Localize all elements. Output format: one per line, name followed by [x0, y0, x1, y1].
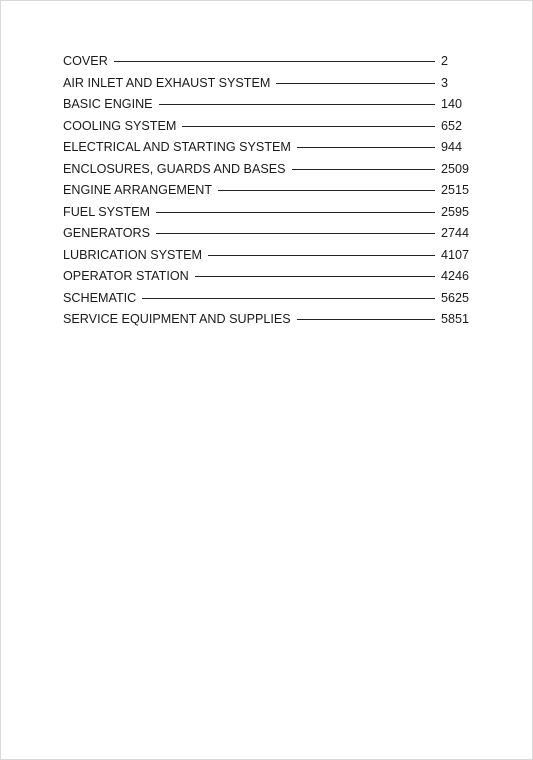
toc-entry-title: AIR INLET AND EXHAUST SYSTEM — [63, 75, 271, 90]
toc-entry-cooling-system[interactable] — [63, 119, 475, 141]
toc-entry-title: ELECTRICAL AND STARTING SYSTEM — [63, 140, 291, 154]
table-of-contents — [63, 54, 475, 334]
toc-entry-title: GENERATORS — [63, 226, 151, 240]
toc-entry-operator-station[interactable] — [63, 269, 475, 291]
toc-entry-title: SCHEMATIC — [63, 290, 137, 305]
toc-entry-page: 4107 — [441, 247, 470, 262]
toc-entry-title: LUBRICATION SYSTEM — [63, 247, 203, 262]
toc-entry-fuel-system[interactable] — [63, 205, 475, 227]
toc-entry-page: 652 — [441, 118, 463, 133]
toc-entry-page: 140 — [441, 97, 463, 111]
toc-entry-title: ENCLOSURES, GUARDS AND BASES — [63, 161, 286, 176]
toc-leader-line — [142, 298, 435, 299]
toc-leader-line — [159, 104, 435, 105]
toc-leader-line — [218, 190, 435, 191]
toc-entry-page: 4246 — [441, 269, 470, 283]
toc-entry-page: 2744 — [441, 226, 470, 240]
toc-entry-title: COOLING SYSTEM — [63, 118, 177, 133]
toc-leader-line — [297, 319, 435, 320]
toc-entry-generators[interactable] — [63, 226, 475, 248]
toc-entry-page: 5625 — [441, 290, 470, 305]
toc-entry-electrical-and-starting-system[interactable] — [63, 140, 475, 162]
toc-entry-enclosures-guards-and-bases[interactable] — [63, 162, 475, 184]
toc-entry-page: 2 — [441, 54, 449, 68]
toc-entry-lubrication-system[interactable] — [63, 248, 475, 270]
toc-entry-page: 3 — [441, 75, 449, 90]
toc-entry-basic-engine[interactable] — [63, 97, 475, 119]
toc-leader-line — [195, 276, 435, 277]
toc-entry-cover[interactable] — [63, 54, 475, 76]
toc-entry-page: 2595 — [441, 204, 470, 219]
toc-leader-line — [156, 212, 435, 213]
toc-leader-line — [114, 61, 435, 62]
toc-entry-page: 2515 — [441, 183, 470, 197]
toc-entry-air-inlet-and-exhaust-system[interactable] — [63, 76, 475, 98]
toc-entry-title: BASIC ENGINE — [63, 97, 153, 111]
toc-entry-page: 5851 — [441, 312, 470, 326]
toc-leader-line — [156, 233, 435, 234]
toc-leader-line — [292, 169, 435, 170]
toc-leader-line — [297, 147, 435, 148]
toc-entry-page: 2509 — [441, 161, 470, 176]
toc-entry-title: SERVICE EQUIPMENT AND SUPPLIES — [63, 312, 291, 326]
toc-entry-engine-arrangement[interactable] — [63, 183, 475, 205]
toc-leader-line — [276, 83, 435, 84]
toc-entry-title: FUEL SYSTEM — [63, 204, 151, 219]
toc-entry-page: 944 — [441, 140, 463, 154]
toc-leader-line — [208, 255, 435, 256]
toc-entry-schematic[interactable] — [63, 291, 475, 313]
toc-entry-title: ENGINE ARRANGEMENT — [63, 183, 213, 197]
toc-entry-title: OPERATOR STATION — [63, 269, 189, 283]
toc-leader-line — [182, 126, 435, 127]
toc-entry-title: COVER — [63, 54, 108, 68]
toc-entry-service-equipment-and-supplies[interactable] — [63, 312, 475, 334]
